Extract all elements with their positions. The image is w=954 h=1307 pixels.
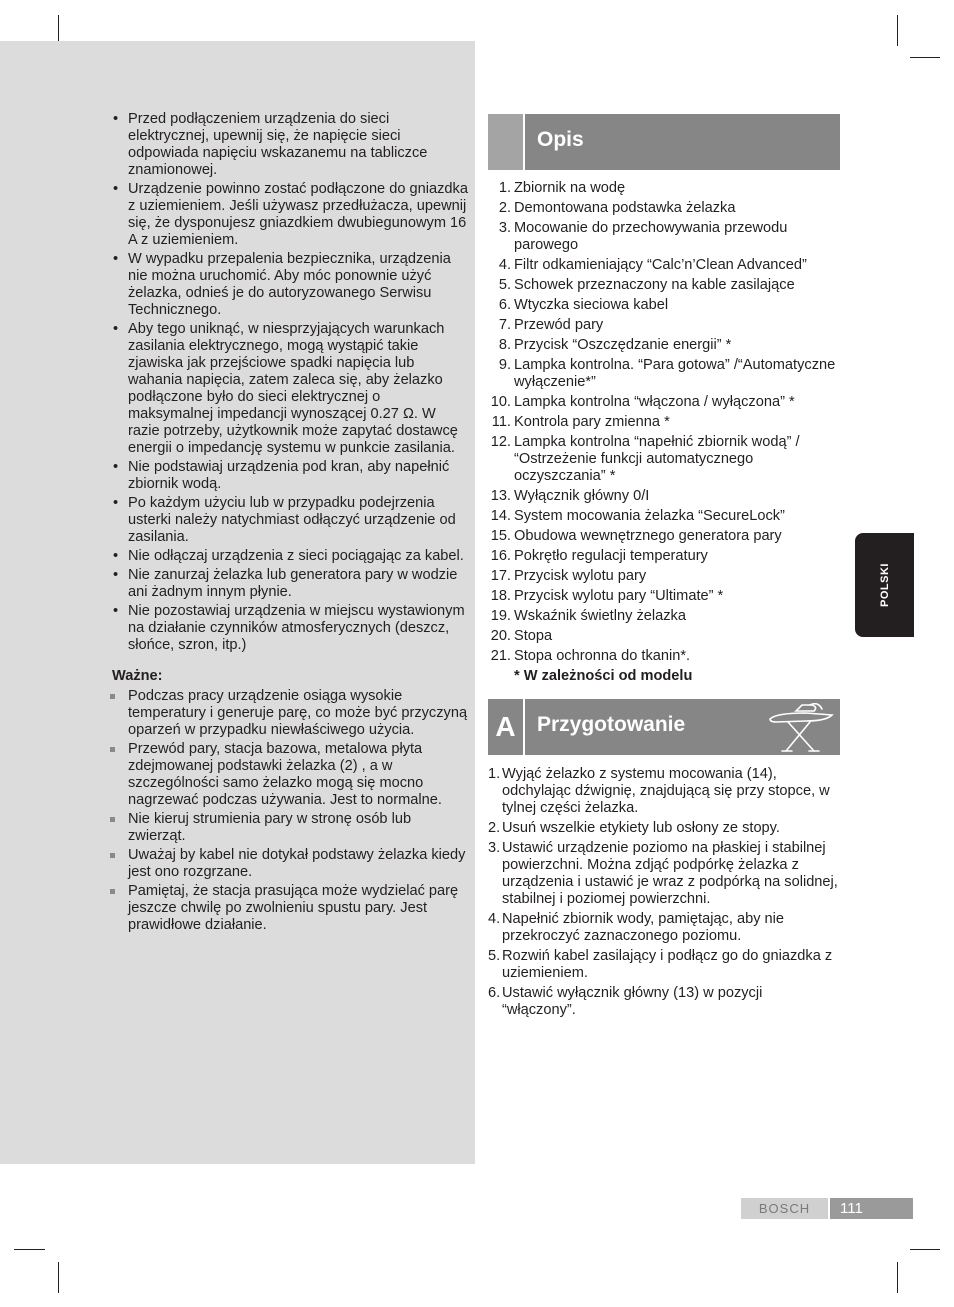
square-bullet-icon (110, 853, 115, 858)
part-item (488, 548, 840, 565)
part-text: Wtyczka sieciowa kabel (514, 297, 669, 313)
part-item (488, 588, 840, 605)
safety-item-text: Nie zanurzaj żelazka lub generatora pary w wodzie ani żadnym innym płynie. (128, 567, 458, 600)
part-number: 4. (498, 257, 511, 273)
part-text: Stopa ochronna do tkanin*. (514, 648, 691, 664)
crop-mark (910, 1249, 940, 1250)
part-item (488, 488, 840, 505)
important-item (108, 883, 468, 934)
important-item (108, 811, 468, 845)
preparation-step (488, 948, 840, 982)
safety-item (108, 181, 468, 249)
safety-item (108, 567, 468, 601)
part-text: Wskaźnik świetlny żelazka (514, 608, 686, 624)
important-item (108, 847, 468, 881)
safety-item (108, 459, 468, 493)
part-number: 17. (490, 568, 511, 584)
square-bullet-icon (110, 889, 115, 894)
bullet-icon: • (113, 251, 119, 267)
part-text: Zbiornik na wodę (514, 180, 626, 196)
part-number: 8. (498, 337, 511, 353)
step-number: 4. (488, 911, 501, 927)
part-number: 16. (490, 548, 511, 564)
part-number: 9. (498, 357, 511, 373)
step-number: 2. (488, 820, 501, 836)
part-item (488, 648, 840, 665)
square-bullet-icon (110, 817, 115, 822)
part-text: Przycisk wylotu pary (514, 568, 647, 584)
part-text: Lampka kontrolna “włączona / wyłączona” * (514, 394, 795, 410)
part-number: 13. (490, 488, 511, 504)
important-item-text: Pamiętaj, że stacja prasująca może wydzielać parę jeszcze chwilę po zwolnieniu spustu pary. Jest prawidłowe działanie. (128, 883, 459, 933)
crop-mark (897, 15, 898, 46)
part-number: 14. (490, 508, 511, 524)
step-text: Ustawić wyłącznik główny (13) w pozycji “włączony”. (502, 985, 763, 1018)
step-text: Wyjąć żelazko z systemu mocowania (14), odchylając dźwignię, znajdującą się przy stopce, w tylnej części żelazka. (502, 766, 830, 816)
przygotowanie-header (488, 699, 840, 755)
step-text: Usuń wszelkie etykiety lub osłony ze stopy. (502, 820, 780, 836)
part-number: 19. (490, 608, 511, 624)
important-item-text: Podczas pracy urządzenie osiąga wysokie temperatury i generuje parę, co może być przyczyną oparzeń w przypadku niewłaściwego użycia. (128, 688, 468, 738)
section-letter: A (488, 699, 525, 755)
part-item (488, 317, 840, 334)
safety-list (108, 111, 468, 654)
important-item-text: Uważaj by kabel nie dotykał podstawy żelazka kiedy jest ono rozgrzane. (128, 847, 466, 880)
opis-title: Opis (537, 128, 584, 151)
bullet-icon: • (113, 603, 119, 619)
part-number: 1. (498, 180, 511, 196)
parts-list (488, 180, 840, 665)
part-item (488, 337, 840, 354)
safety-item (108, 251, 468, 319)
bullet-icon: • (113, 567, 119, 583)
part-number: 3. (498, 220, 511, 236)
step-number: 5. (488, 948, 501, 964)
bullet-icon: • (113, 111, 119, 127)
ironing-board-icon (766, 703, 836, 753)
part-number: 11. (491, 414, 511, 430)
safety-item-text: Aby tego uniknąć, w niesprzyjających warunkach zasilania elektrycznego, mogą wystąpić takie zjawiska jak przejściowe spadki napięcia lub wahania napięcia, zatem zaleca się, aby żelazko podłączone było do sieci elektrycznej o maksymalnej impedancji wynoszącej 0.27 Ω. W razie potrzeby, użytkownik może zapytać dostawcę energii o impedancję systemu w punkcie zasilania. (128, 321, 458, 456)
part-text: Lampka kontrolna. “Para gotowa” /“Automatyczne wyłączenie*” (514, 357, 836, 390)
part-number: 6. (498, 297, 511, 313)
part-text: Lampka kontrolna “napełnić zbiornik wodą” / “Ostrzeżenie funkcji automatycznego oczyszczania” * (514, 434, 800, 484)
part-text: Pokrętło regulacji temperatury (514, 548, 708, 564)
bullet-icon: • (113, 495, 119, 511)
safety-item-text: Nie pozostawiaj urządzenia w miejscu wystawionym na działanie czynników atmosferycznych (deszcz, słońce, szron, itp.) (128, 603, 465, 653)
step-text: Napełnić zbiornik wody, pamiętając, aby nie przekroczyć zaznaczonego poziomu. (502, 911, 785, 944)
important-item (108, 741, 468, 809)
crop-mark (58, 1262, 59, 1293)
part-item (488, 628, 840, 645)
safety-item-text: Przed podłączeniem urządzenia do sieci elektrycznej, upewnij się, że napięcie sieci odpowiada napięciu wskazanemu na tabliczce znamionowej. (128, 111, 428, 178)
step-text: Rozwiń kabel zasilający i podłącz go do gniazdka z uziemieniem. (502, 948, 833, 981)
safety-item-text: Urządzenie powinno zostać podłączone do gniazdka z uziemieniem. Jeśli używasz przedłużacza, upewnij się, że dysponujesz gniazdkiem dwubiegunowym 16 A z uziemieniem. (128, 181, 468, 248)
part-text: Przycisk wylotu pary “Ultimate” * (514, 588, 724, 604)
part-text: Demontowana podstawka żelazka (514, 200, 736, 216)
part-item (488, 257, 840, 274)
part-number: 15. (490, 528, 511, 544)
part-number: 21. (490, 648, 511, 664)
important-item (108, 688, 468, 739)
preparation-step (488, 985, 840, 1019)
step-number: 3. (488, 840, 501, 856)
przygotowanie-title: Przygotowanie (537, 713, 686, 736)
preparation-step (488, 820, 840, 837)
part-text: Schowek przeznaczony na kable zasilające (514, 277, 795, 293)
part-text: Filtr odkamieniający “Calc’n’Clean Advanced” (514, 257, 807, 273)
part-item (488, 434, 840, 485)
bullet-icon: • (113, 181, 119, 197)
preparation-step (488, 911, 840, 945)
part-number: 12. (490, 434, 511, 450)
part-item (488, 608, 840, 625)
part-item (488, 220, 840, 254)
safety-item (108, 111, 468, 179)
safety-item (108, 321, 468, 457)
safety-item (108, 548, 468, 565)
page-number: 111 (830, 1198, 913, 1219)
step-number: 6. (488, 985, 501, 1001)
part-item (488, 200, 840, 217)
part-item (488, 528, 840, 545)
safety-item-text: Nie podstawiaj urządzenia pod kran, aby napełnić zbiornik wodą. (128, 459, 450, 492)
part-number: 18. (490, 588, 511, 604)
safety-item (108, 603, 468, 654)
part-number: 5. (498, 277, 511, 293)
part-item (488, 414, 840, 431)
safety-column (108, 111, 468, 936)
part-text: Mocowanie do przechowywania przewodu parowego (514, 220, 788, 253)
step-number: 1. (488, 766, 501, 782)
part-text: System mocowania żelazka “SecureLock” (514, 508, 785, 524)
safety-item-text: W wypadku przepalenia bezpiecznika, urządzenia nie można uruchomić. Aby móc ponownie użyć żelazka, odnieś je do autoryzowanego Serwisu Technicznego. (128, 251, 451, 318)
bullet-icon: • (113, 321, 119, 337)
part-number: 2. (498, 200, 511, 216)
preparation-step (488, 766, 840, 817)
safety-item (108, 495, 468, 546)
bullet-icon: • (113, 548, 119, 564)
part-item (488, 180, 840, 197)
crop-mark (897, 1262, 898, 1293)
important-item-text: Nie kieruj strumienia pary w stronę osób lub zwierząt. (128, 811, 412, 844)
important-item-text: Przewód pary, stacja bazowa, metalowa płyta zdejmowanej podstawki żelazka (2) , a w szczególności samo żelazko mogą się mocno nagrzewać podczas używania. Jest to normalne. (128, 741, 442, 808)
model-footnote: * W zależności od modelu (514, 668, 693, 684)
safety-item-text: Po każdym użyciu lub w przypadku podejrzenia usterki należy natychmiast odłączyć urządzenie od zasilania. (128, 495, 456, 545)
language-tab (855, 533, 914, 637)
step-text: Ustawić urządzenie poziomo na płaskiej i stabilnej powierzchni. Można zdjąć podpórkę żelazka z urządzenia i ustawić je wraz z podpórką na solidnej, stabilnej i poziomej powierzchni. (502, 840, 838, 907)
crop-mark (910, 57, 940, 58)
important-list (108, 688, 468, 934)
bullet-icon: • (113, 459, 119, 475)
important-title: Ważne: (112, 668, 163, 684)
language-tab-label: POLSKI (878, 563, 891, 607)
part-number: 20. (490, 628, 511, 644)
part-item (488, 508, 840, 525)
part-text: Obudowa wewnętrznego generatora pary (514, 528, 782, 544)
square-bullet-icon (110, 747, 115, 752)
safety-item-text: Nie odłączaj urządzenia z sieci pociągając za kabel. (128, 548, 464, 564)
part-item (488, 357, 840, 391)
part-text: Kontrola pary zmienna * (514, 414, 670, 430)
part-item (488, 394, 840, 411)
part-number: 10. (490, 394, 511, 410)
part-number: 7. (498, 317, 511, 333)
preparation-steps (488, 766, 840, 1019)
part-text: Przewód pary (514, 317, 604, 333)
part-text: Stopa (514, 628, 553, 644)
footer-brand: BOSCH (741, 1198, 828, 1219)
square-bullet-icon (110, 694, 115, 699)
part-item (488, 568, 840, 585)
part-item (488, 277, 840, 294)
opis-header (488, 114, 840, 170)
part-text: Wyłącznik główny 0/I (514, 488, 650, 504)
part-text: Przycisk “Oszczędzanie energii” * (514, 337, 732, 353)
right-column (488, 114, 840, 1022)
opis-header-tab (488, 114, 525, 170)
part-item (488, 297, 840, 314)
crop-mark (14, 1249, 45, 1250)
preparation-step (488, 840, 840, 908)
